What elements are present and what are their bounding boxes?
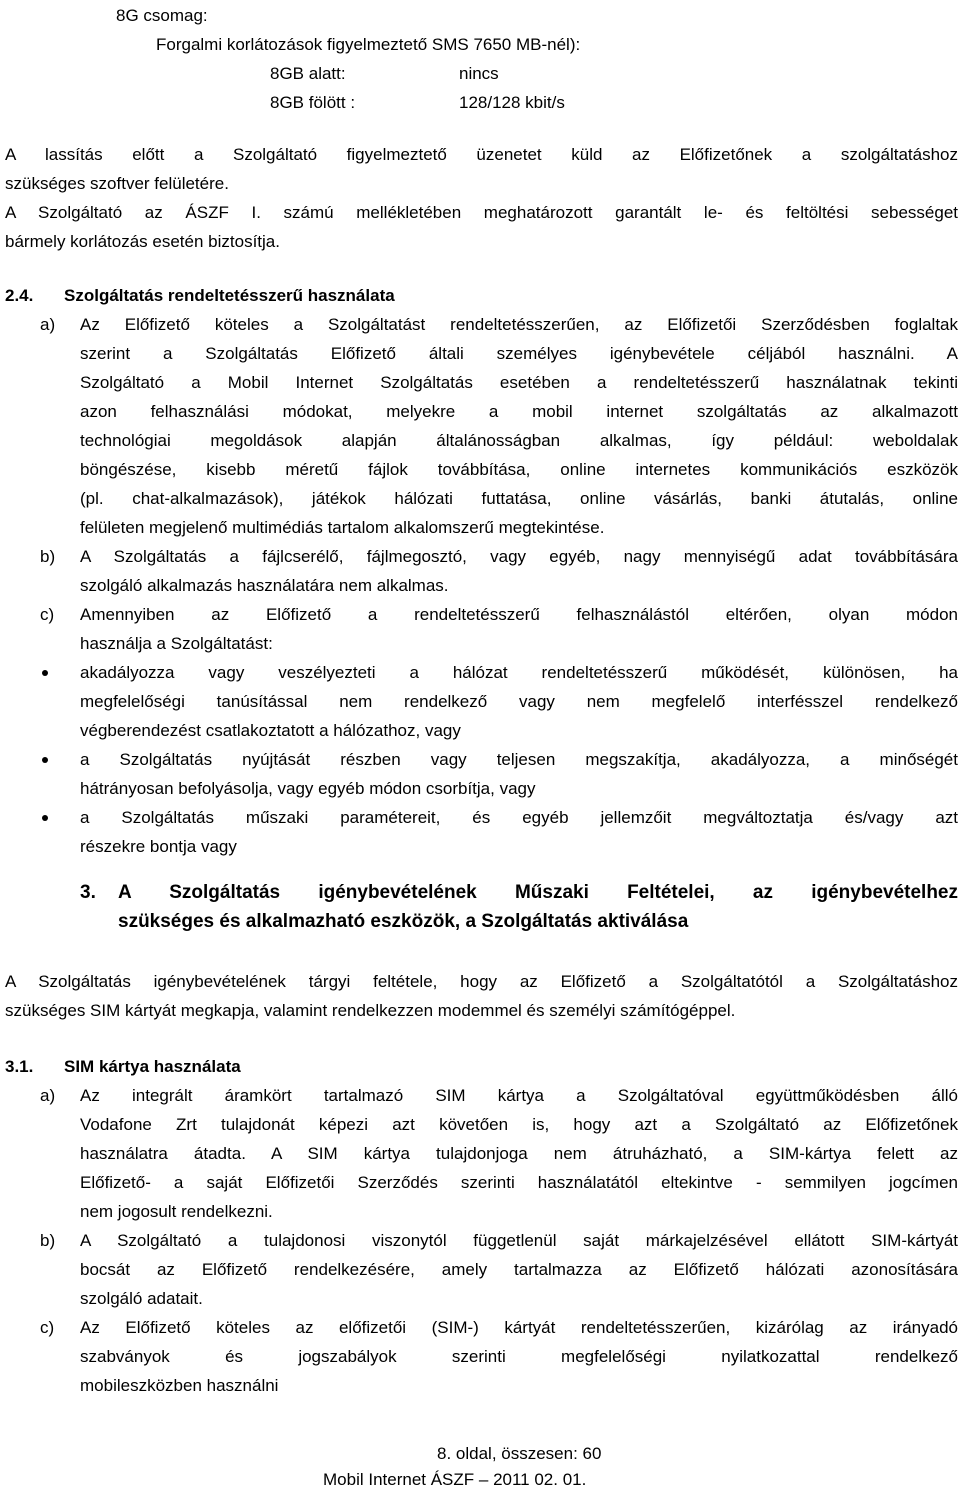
bullet-2-line-1: a Szolgáltatás nyújtását részben vagy teljesen megszakítja, akadályozza, a minőségét bbox=[80, 750, 958, 769]
sim-item-c-line-2: szabványok és jogszabályok szerinti megfelelőségi nyilatkozattal rendelkező bbox=[80, 1347, 958, 1366]
bullet-1-line-1: akadályozza vagy veszélyezteti a hálózat rendeltetésszerű működését, különösen, ha bbox=[80, 663, 958, 682]
item-a-line-6: böngészése, kisebb méretű fájlok továbbítása, online internetes kommunikációs eszközök bbox=[80, 460, 958, 479]
section-3-title-line-1: A Szolgáltatás igénybevételének Műszaki Feltételei, az igénybevételhez bbox=[118, 882, 958, 903]
bullet-2-line-2: hátrányosan befolyásolja, vagy egyéb módon csorbítja, vagy bbox=[80, 779, 536, 798]
item-b-line-1: A Szolgáltatás a fájlcserélő, fájlmegosztó, vagy egyéb, nagy mennyiségű adat továbbítására bbox=[80, 547, 958, 566]
bullet-1-line-2: megfelelőségi tanúsítással nem rendelkező vagy nem megfelelő interfésszel rendelkező bbox=[80, 692, 958, 711]
sim-item-c-line-1: Az Előfizető köteles az előfizetői (SIM-) kártyát rendeltetésszerűen, kizárólag az irányadó bbox=[80, 1318, 958, 1337]
sim-item-a-line-3: használatra átadta. A SIM kártya tulajdonjoga nem átruházható, a SIM-kártya felett az bbox=[80, 1144, 958, 1163]
section-3-1-title: SIM kártya használata bbox=[64, 1057, 241, 1076]
item-a-line-7: (pl. chat-alkalmazások), játékok hálózati futtatása, online vásárlás, banki átutalás, online bbox=[80, 489, 958, 508]
sim-item-a-line-4: Előfizető- a saját Előfizetői Szerződés szerinti használatától eltekintve - semmilyen jogcímen bbox=[80, 1173, 958, 1192]
item-a-line-4: azon felhasználási módokat, melyekre a mobil internet szolgáltatás az alkalmazott bbox=[80, 402, 958, 421]
footer-page-number: 8. oldal, összesen: 60 bbox=[437, 1444, 602, 1463]
section-3-1-number: 3.1. bbox=[5, 1057, 34, 1076]
sim-item-c-marker: c) bbox=[40, 1318, 55, 1337]
section-2-4-title: Szolgáltatás rendeltetésszerű használata bbox=[64, 286, 395, 305]
item-a-line-3: Szolgáltató a Mobil Internet Szolgáltatás esetében a rendeltetésszerű használatnak tekinti bbox=[80, 373, 958, 392]
package-title: 8G csomag: bbox=[116, 6, 208, 25]
sim-item-b-line-2: bocsát az Előfizető rendelkezésére, amely tartalmazza az Előfizető hálózati azonosítására bbox=[80, 1260, 958, 1279]
sim-item-c-line-3: mobileszközben használni bbox=[80, 1376, 279, 1395]
limit-above-value: 128/128 kbit/s bbox=[459, 93, 565, 112]
bullet-3-dot bbox=[42, 815, 48, 821]
package-warning-line: Forgalmi korlátozások figyelmeztető SMS 7650 MB-nél): bbox=[156, 35, 581, 54]
sim-item-a-line-2: Vodafone Zrt tulajdonát képezi azt követően is, hogy azt a Szolgáltató az Előfizetőnek bbox=[80, 1115, 958, 1134]
section-3-paragraph-line-1: A Szolgáltatás igénybevételének tárgyi feltétele, hogy az Előfizető a Szolgáltatótól a Szolgáltatáshoz bbox=[5, 972, 958, 991]
intro-line-4: bármely korlátozás esetén biztosítja. bbox=[5, 232, 280, 251]
sim-item-a-line-1: Az integrált áramkört tartalmazó SIM kártya a Szolgáltatóval együttműködésben álló bbox=[80, 1086, 958, 1105]
limit-below-value: nincs bbox=[459, 64, 499, 83]
sim-item-a-marker: a) bbox=[40, 1086, 56, 1105]
sim-item-b-line-1: A Szolgáltató a tulajdonosi viszonytól függetlenül saját márkajelzésével ellátott SIM-kártyát bbox=[80, 1231, 958, 1250]
item-a-line-5: technológiai megoldások alapján általánosságban alkalmas, így például: weboldalak bbox=[80, 431, 958, 450]
item-a-line-2: szerint a Szolgáltatás Előfizető általi személyes igénybevétele céljából használni. A bbox=[80, 344, 958, 363]
intro-line-1: A lassítás előtt a Szolgáltató figyelmeztető üzenetet küld az Előfizetőnek a szolgáltatáshoz bbox=[5, 145, 958, 164]
footer-document-title: Mobil Internet ÁSZF – 2011 02. 01. bbox=[323, 1470, 587, 1489]
item-b-marker: b) bbox=[40, 547, 56, 566]
item-c-line-2: használja a Szolgáltatást: bbox=[80, 634, 273, 653]
item-c-marker: c) bbox=[40, 605, 55, 624]
sim-item-b-marker: b) bbox=[40, 1231, 56, 1250]
item-c-line-1: Amennyiben az Előfizető a rendeltetésszerű felhasználástól eltérően, olyan módon bbox=[80, 605, 958, 624]
sim-item-b-line-3: szolgáló adatait. bbox=[80, 1289, 203, 1308]
sim-item-a-line-5: nem jogosult rendelkezni. bbox=[80, 1202, 273, 1221]
intro-line-2: szükséges szoftver felületére. bbox=[5, 174, 229, 193]
intro-line-3: A Szolgáltató az ÁSZF I. számú mellékletében meghatározott garantált le- és feltöltési sebességet bbox=[5, 203, 958, 222]
bullet-1-line-3: végberendezést csatlakoztatott a hálózathoz, vagy bbox=[80, 721, 461, 740]
item-a-marker: a) bbox=[40, 315, 56, 334]
bullet-3-line-1: a Szolgáltatás műszaki paramétereit, és egyéb jellemzőit megváltoztatja és/vagy azt bbox=[80, 808, 958, 827]
bullet-1-dot bbox=[42, 670, 48, 676]
bullet-2-dot bbox=[42, 757, 48, 763]
bullet-3-line-2: részekre bontja vagy bbox=[80, 837, 237, 856]
section-3-number: 3. bbox=[80, 882, 96, 903]
item-b-line-2: szolgáló alkalmazás használatára nem alkalmas. bbox=[80, 576, 449, 595]
limit-above-label: 8GB fölött : bbox=[270, 93, 356, 112]
item-a-line-1: Az Előfizető köteles a Szolgáltatást rendeltetésszerűen, az Előfizetői Szerződésben foglaltak bbox=[80, 315, 958, 334]
section-3-title-line-2: szükséges és alkalmazható eszközök, a Szolgáltatás aktiválása bbox=[118, 911, 689, 932]
section-2-4-number: 2.4. bbox=[5, 286, 34, 305]
limit-below-label: 8GB alatt: bbox=[270, 64, 346, 83]
section-3-paragraph-line-2: szükséges SIM kártyát megkapja, valamint rendelkezzen modemmel és személyi számítógéppel. bbox=[5, 1001, 736, 1020]
item-a-line-8: felületen megjelenő multimédiás tartalom alkalomszerű megtekintése. bbox=[80, 518, 605, 537]
